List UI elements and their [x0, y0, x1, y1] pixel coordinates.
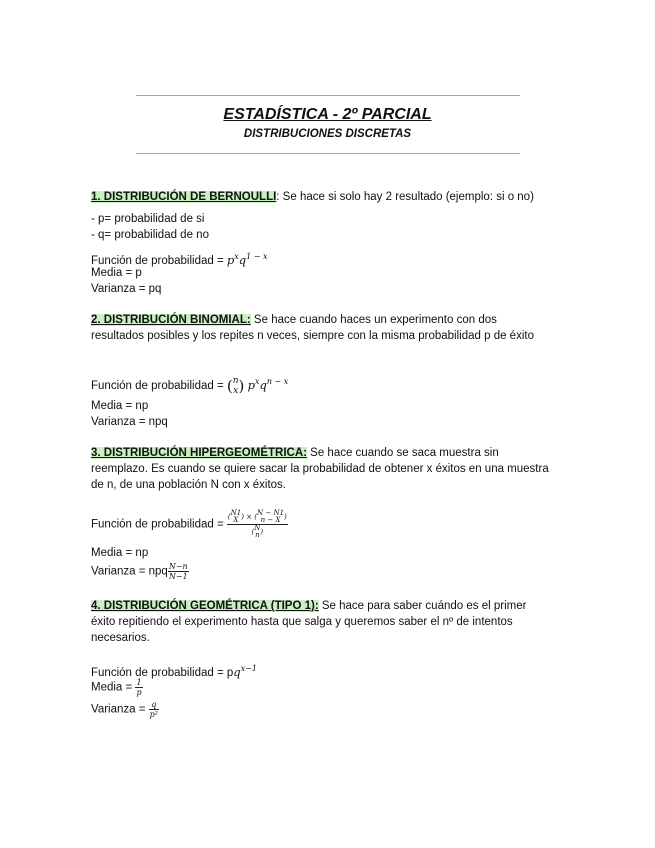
bullet: - q= probabilidad de no [91, 229, 209, 241]
varianza-line: Varianza = pq [91, 283, 162, 295]
section-bernoulli-heading [91, 189, 551, 205]
pmf-base-q: q [233, 665, 241, 679]
pmf-exp: 1 − x [246, 252, 268, 261]
pmf-label: Función de probabilidad = p [91, 667, 234, 679]
varianza-fraction: $\frac{N-n}{N-1}$ [168, 562, 188, 581]
media-line: Media = p [91, 267, 142, 279]
pmf-exp: x−1 [240, 664, 257, 673]
binom-n-n: N n [254, 524, 261, 539]
binom-n-n1: N − N1 n − X [257, 509, 285, 524]
varianza-line: Varianza = npq [91, 416, 168, 428]
pmf-base-p: p [226, 253, 235, 267]
page-title: ESTADÍSTICA - 2º PARCIAL [223, 106, 432, 123]
section-heading: 3. DISTRIBUCIÓN HIPERGEOMÉTRICA: [91, 447, 307, 459]
pmf-base-q: q [259, 378, 267, 392]
media-line: Media = np [91, 547, 149, 559]
section-binomial-heading [91, 312, 551, 344]
varianza-label: Varianza = [91, 703, 149, 716]
page-subtitle: DISTRIBUCIONES DISCRETAS [243, 128, 412, 140]
binom-n1-x: N1 X [230, 509, 242, 524]
section-description: Se hace para saber cuándo es el primer éxito repitiendo el experimento hasta que salga y queremos saber el nº de intentos necesarios. [91, 600, 527, 644]
section-heading: 2. DISTRIBUCIÓN BINOMIAL: [91, 314, 251, 326]
pmf-exp: n − x [266, 377, 289, 386]
varianza-line [91, 700, 551, 719]
binom-bottom: x [233, 385, 239, 396]
bullet: - p= probabilidad de si [91, 213, 205, 225]
bottom-rule [136, 153, 520, 154]
section-heading: 1. DISTRIBUCIÓN DE BERNOULLI [91, 191, 277, 203]
media-label: Media = [91, 681, 136, 694]
pmf-exp: x [234, 252, 239, 261]
pmf-label: Función de probabilidad = [91, 380, 227, 392]
binom-top: n [232, 375, 239, 386]
pmf-base-q: q [238, 253, 247, 267]
section-description: : Se hace si solo hay 2 resultado (ejemplo: si o no) [276, 191, 534, 203]
varianza-fraction: $\frac{q}{\text{p²}}$ [149, 700, 158, 719]
media-line: Media = np [91, 400, 149, 412]
section-description: Se hace cuando se saca muestra sin reemplazo. Es cuando se quiere sacar la probabilidad de obtener x éxitos en una muestra de n, de una población N con x éxitos. [91, 447, 549, 491]
section-hypergeometric-heading [91, 445, 551, 493]
pmf-base-p: p [247, 378, 255, 392]
hypergeometric-fraction: ( N1 X ) × ( N − N1 n − X ) ( N n ) [227, 509, 287, 539]
media-fraction: $\frac{1}{p}$ [136, 678, 142, 697]
pmf-label: Función de probabilidad = [91, 518, 227, 531]
varianza-line [91, 562, 551, 581]
section-geometric-heading [91, 598, 551, 646]
section-description: Se hace cuando haces un experimento con dos resultados posibles y los repites n veces, siempre con la misma probabilidad p de éxito [91, 314, 534, 342]
pmf-line: Función de probabilidad = ( n x ) $p^xq^{n - x}$ [91, 375, 289, 396]
pmf-label: Función de probabilidad = [91, 255, 227, 267]
top-rule [136, 95, 520, 96]
media-line [91, 678, 551, 697]
section-heading: 4. DISTRIBUCIÓN GEOMÉTRICA (TIPO 1): [91, 600, 319, 612]
varianza-label: Varianza = npq [91, 565, 168, 578]
pmf-line [91, 510, 551, 546]
pmf-exp: x [254, 377, 260, 386]
